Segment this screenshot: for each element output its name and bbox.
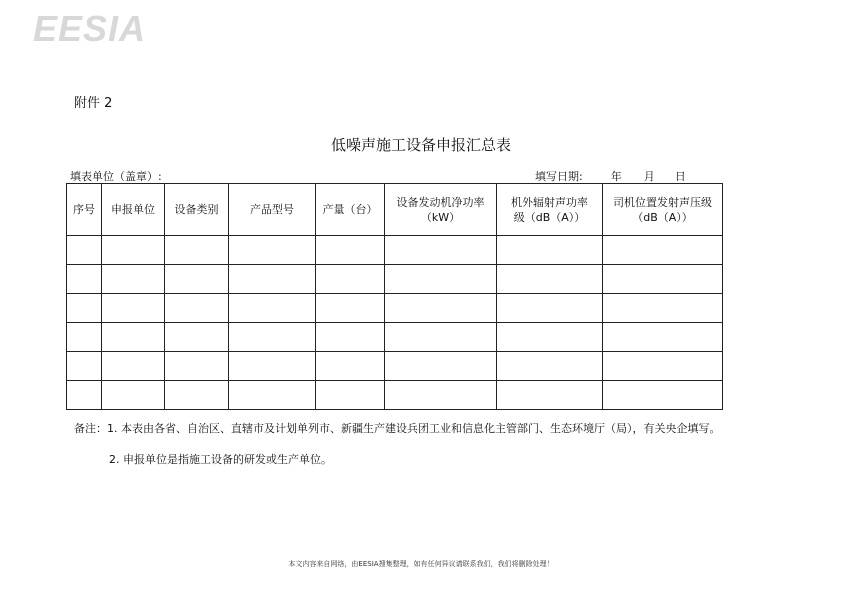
table-cell[interactable] — [497, 265, 603, 294]
table-cell[interactable] — [497, 352, 603, 381]
table-cell[interactable] — [385, 323, 497, 352]
table-cell[interactable] — [603, 294, 723, 323]
table-cell[interactable] — [385, 294, 497, 323]
form-unit-label: 填表单位（盖章）: — [70, 170, 162, 183]
note-1: 备注：1. 本表由各省、自治区、直辖市及计划单列市、新疆生产建设兵团工业和信息化主管部门、生态环境厅（局），有关央企填写。 — [74, 422, 721, 435]
table-cell[interactable] — [385, 236, 497, 265]
table-cell[interactable] — [316, 352, 385, 381]
col-header-output: 产量（台） — [316, 184, 385, 236]
table-cell[interactable] — [229, 265, 316, 294]
table-cell[interactable] — [316, 381, 385, 410]
table-cell[interactable] — [165, 294, 229, 323]
table-cell[interactable] — [497, 294, 603, 323]
table-cell[interactable] — [603, 381, 723, 410]
table-cell[interactable] — [385, 265, 497, 294]
table-cell[interactable] — [102, 294, 165, 323]
table-cell[interactable] — [67, 352, 102, 381]
table-row — [67, 294, 723, 323]
table-cell[interactable] — [385, 352, 497, 381]
col-header-sound-power: 机外辐射声功率 级（dB（A）） — [497, 184, 603, 236]
table-cell[interactable] — [385, 381, 497, 410]
table-cell[interactable] — [497, 323, 603, 352]
table-cell[interactable] — [102, 265, 165, 294]
col-header-serial: 序号 — [67, 184, 102, 236]
table-cell[interactable] — [229, 236, 316, 265]
table-cell[interactable] — [229, 294, 316, 323]
table-cell[interactable] — [316, 265, 385, 294]
note-2: 2. 申报单位是指施工设备的研发或生产单位。 — [109, 453, 332, 466]
table-cell[interactable] — [316, 294, 385, 323]
table-cell[interactable] — [67, 294, 102, 323]
table-cell[interactable] — [603, 323, 723, 352]
table-cell[interactable] — [67, 265, 102, 294]
table-cell[interactable] — [229, 323, 316, 352]
document-title: 低噪声施工设备申报汇总表 — [330, 136, 511, 154]
table-cell[interactable] — [603, 352, 723, 381]
table-cell[interactable] — [497, 236, 603, 265]
table-cell[interactable] — [67, 323, 102, 352]
table-cell[interactable] — [603, 236, 723, 265]
table-cell[interactable] — [165, 236, 229, 265]
form-date-line — [535, 168, 686, 184]
table-row — [67, 236, 723, 265]
table-cell[interactable] — [316, 323, 385, 352]
table-cell[interactable] — [165, 265, 229, 294]
table-cell[interactable] — [316, 236, 385, 265]
table-cell[interactable] — [229, 381, 316, 410]
table-cell[interactable] — [165, 323, 229, 352]
table-cell[interactable] — [102, 381, 165, 410]
table-cell[interactable] — [229, 352, 316, 381]
table-cell[interactable] — [497, 381, 603, 410]
form-date-day: 日 — [674, 170, 686, 183]
table-cell[interactable] — [102, 236, 165, 265]
col-header-sound-pressure: 司机位置发射声压级 （dB（A）） — [603, 184, 723, 236]
attachment-label: 附件 2 — [74, 96, 113, 111]
eesia-logo: EESIA — [33, 8, 147, 49]
table-cell[interactable] — [165, 352, 229, 381]
col-header-category: 设备类别 — [165, 184, 229, 236]
table-row — [67, 352, 723, 381]
col-header-engine-power: 设备发动机净功率 （kW） — [385, 184, 497, 236]
footer-disclaimer: 本文内容来自网络，由EESIA搜集整理，如有任何异议请联系我们，我们将删除处理！ — [288, 560, 554, 568]
form-date-month: 月 — [643, 170, 655, 183]
table-row — [67, 323, 723, 352]
table-row — [67, 265, 723, 294]
form-date-year: 年 — [610, 170, 622, 183]
table-cell[interactable] — [603, 265, 723, 294]
col-header-model: 产品型号 — [229, 184, 316, 236]
table-cell[interactable] — [67, 381, 102, 410]
report-table — [66, 183, 723, 410]
table-cell[interactable] — [165, 381, 229, 410]
table-row — [67, 381, 723, 410]
table-cell[interactable] — [67, 236, 102, 265]
table-cell[interactable] — [102, 352, 165, 381]
form-date-label: 填写日期: — [535, 170, 583, 183]
col-header-unit: 申报单位 — [102, 184, 165, 236]
table-cell[interactable] — [102, 323, 165, 352]
table-header-row — [67, 184, 723, 236]
